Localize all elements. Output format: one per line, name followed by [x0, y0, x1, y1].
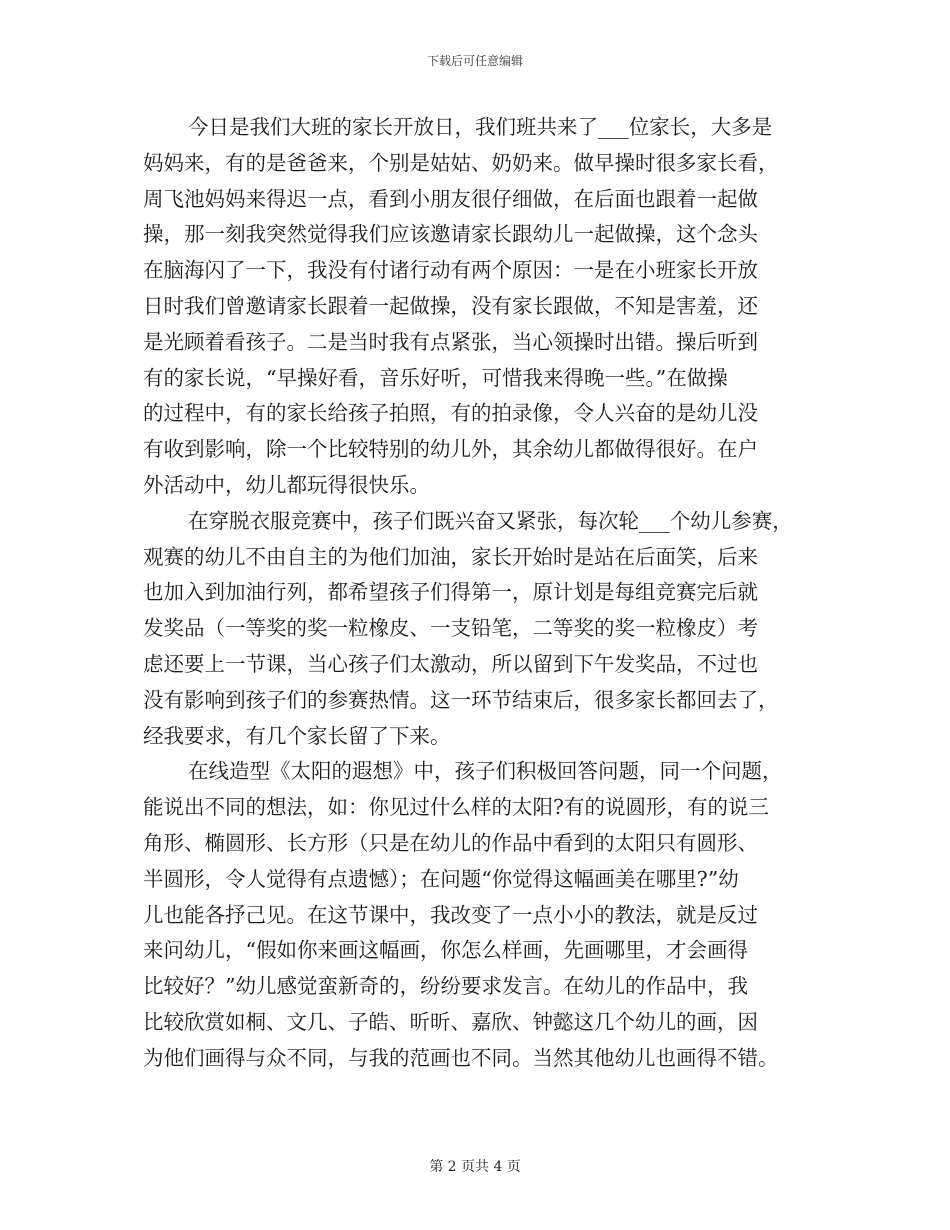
text-line: 的过程中，有的家长给孩子拍照，有的拍录像，令人兴奋的是幼儿没 — [143, 401, 758, 426]
page-header-note: 下载后可任意编辑 — [426, 54, 523, 68]
text-line: 经我要求，有几个家长留了下来。 — [143, 723, 451, 748]
text-line: 来问幼儿，“假如你来画这幅画，你怎么样画，先画哪里，才会画得 — [143, 938, 748, 963]
text-line: 角形、椭圆形、长方形（只是在幼儿的作品中看到的太阳只有圆形、 — [143, 830, 758, 855]
paragraph — [143, 110, 813, 504]
text-line: 日时我们曾邀请家长跟着一起做操，没有家长跟做，不知是害羞，还 — [143, 293, 758, 318]
text-line: 比较欣赏如桐、文几、子皓、昕昕、嘉欣、钟懿这几个幼儿的画，因 — [143, 1009, 758, 1034]
text-line: 操，那一刻我突然觉得我们应该邀请家长跟幼儿一起做操，这个念头 — [143, 222, 758, 247]
text-line: 有的家长说，“早操好看，音乐好听，可惜我来得晚一些。”在做操 — [143, 365, 728, 390]
text-line: 今日是我们大班的家长开放日，我们班共来了___位家长，大多是 — [188, 115, 773, 139]
text-line: 周飞池妈妈来得迟一点，看到小朋友很仔细做，在后面也跟着一起做 — [143, 186, 758, 211]
text-line: 外活动中，幼儿都玩得很快乐。 — [143, 472, 430, 497]
text-line: 能说出不同的想法，如：你见过什么样的太阳?有的说圆形，有的说三 — [143, 795, 769, 820]
text-line: 也加入到加油行列，都希望孩子们得第一，原计划是每组竞赛完后就 — [143, 580, 758, 605]
text-line: 是光顾着看孩子。二是当时我有点紧张，当心领操时出错。操后听到 — [143, 329, 758, 354]
paragraph — [143, 504, 813, 755]
text-line: 虑还要上一节课，当心孩子们太激动，所以留到下午发奖品，不过也 — [143, 651, 758, 676]
text-line: 比较好？”幼儿感觉蛮新奇的，纷纷要求发言。在幼儿的作品中，我 — [143, 974, 748, 999]
text-line: 在线造型《太阳的遐想》中，孩子们积极回答问题，同一个问题， — [188, 759, 783, 784]
text-line: 在穿脱衣服竞赛中，孩子们既兴奋又紧张，每次轮___个幼儿参赛， — [188, 508, 793, 533]
page-number: 第 2 页共 4 页 — [429, 1159, 521, 1175]
text-line: 儿也能各抒己见。在这节课中，我改变了一点小小的教法，就是反过 — [143, 902, 758, 927]
text-line: 有收到影响，除一个比较特别的幼儿外，其余幼儿都做得很好。在户 — [143, 437, 758, 462]
text-line: 为他们画得与众不同，与我的范画也不同。当然其他幼儿也画得不错。 — [143, 1045, 779, 1070]
paragraph — [143, 754, 813, 1076]
text-line: 妈妈来，有的是爸爸来，个别是姑姑、奶奶来。做早操时很多家长看， — [143, 150, 779, 175]
text-line: 半圆形，令人觉得有点遗憾）；在问题“你觉得这幅画美在哪里?”幼 — [143, 866, 739, 891]
document-body — [143, 110, 813, 1077]
text-line: 观赛的幼儿不由自主的为他们加油，家长开始时是站在后面笑，后来 — [143, 544, 758, 569]
text-line: 没有影响到孩子们的参赛热情。这一环节结束后，很多家长都回去了， — [143, 687, 779, 712]
text-line: 发奖品（一等奖的奖一粒橡皮、一支铅笔，二等奖的奖一粒橡皮）考 — [143, 616, 758, 641]
text-line: 在脑海闪了一下，我没有付诸行动有两个原因：一是在小班家长开放 — [143, 258, 758, 283]
